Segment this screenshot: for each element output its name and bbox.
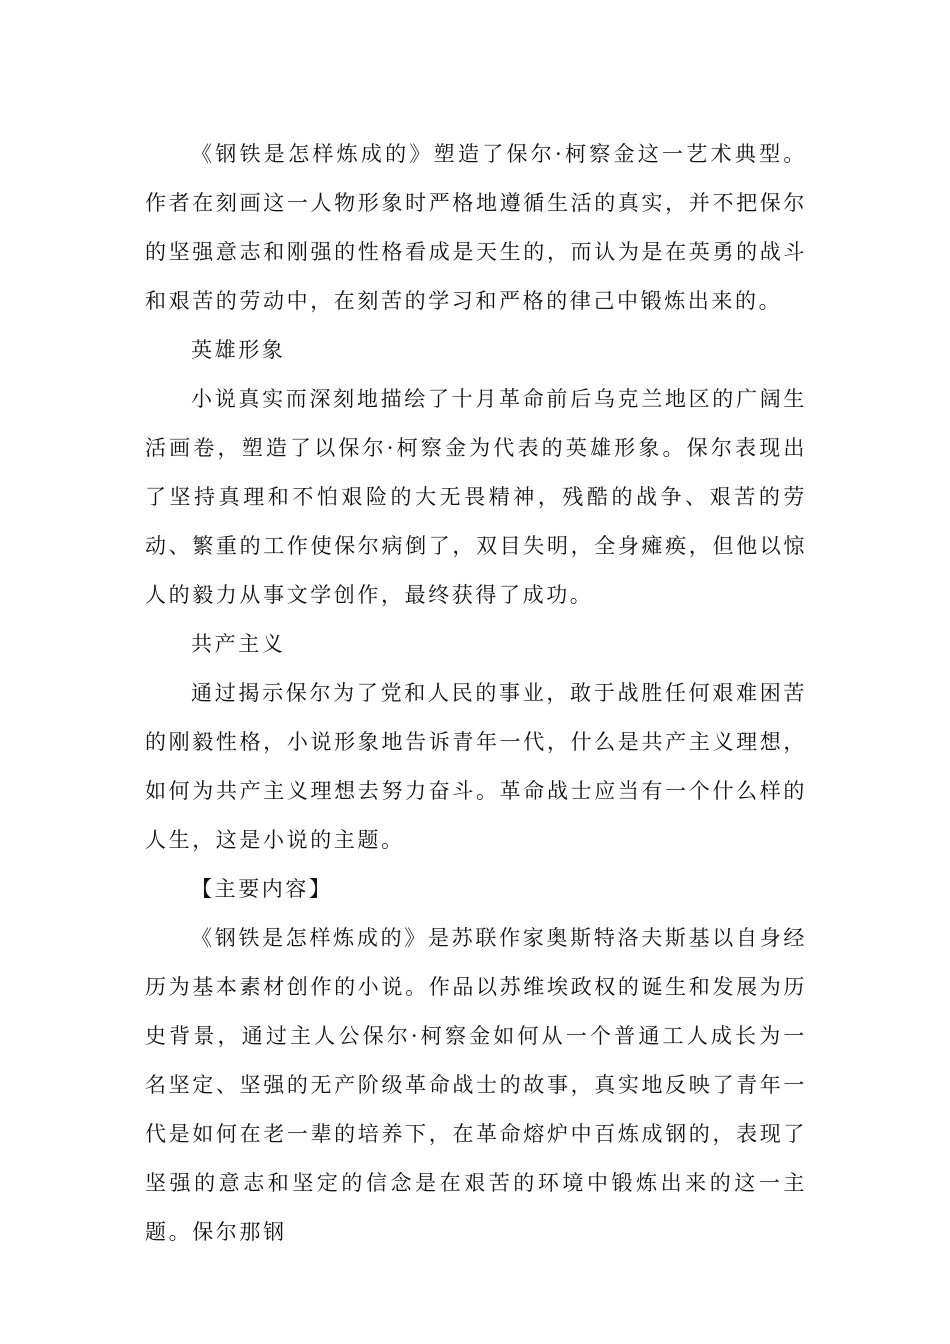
paragraph-communism: 通过揭示保尔为了党和人民的事业，敢于战胜任何艰难困苦的刚毅性格，小说形象地告诉青年一代，什么是共产主义理想，如何为共产主义理想去努力奋斗。革命战士应当有一个什么样的人生，这是小说的主题。 xyxy=(145,681,807,852)
section-heading-communism: 共产主义 xyxy=(191,632,286,656)
paragraph-intro: 《钢铁是怎样炼成的》塑造了保尔·柯察金这一艺术典型。作者在刻画这一人物形象时严格地遵循生活的真实，并不把保尔的坚强意志和刚强的性格看成是天生的，而认为是在英勇的战斗和艰苦的劳动中，在刻苦的学习和严格的律己中锻炼出来的。 xyxy=(145,142,807,313)
section-heading-main-content: 【主要内容】 xyxy=(191,877,333,901)
paragraph-main-content: 《钢铁是怎样炼成的》是苏联作家奥斯特洛夫斯基以自身经历为基本素材创作的小说。作品以苏维埃政权的诞生和发展为历史背景，通过主人公保尔·柯察金如何从一个普通工人成长为一名坚定、坚强的无产阶级革命战士的故事，真实地反映了青年一代是如何在老一辈的培养下，在革命熔炉中百炼成钢的，表现了坚强的意志和坚定的信念是在艰苦的环境中锻炼出来的这一主题。保尔那钢 xyxy=(145,926,807,1244)
section-heading-hero-image: 英雄形象 xyxy=(191,338,286,362)
document-body xyxy=(145,130,807,1257)
paragraph-hero-image: 小说真实而深刻地描绘了十月革命前后乌克兰地区的广阔生活画卷，塑造了以保尔·柯察金为代表的英雄形象。保尔表现出了坚持真理和不怕艰险的大无畏精神，残酷的战争、艰苦的劳动、繁重的工作使保尔病倒了，双目失明，全身瘫痪，但他以惊人的毅力从事文学创作，最终获得了成功。 xyxy=(145,387,807,607)
